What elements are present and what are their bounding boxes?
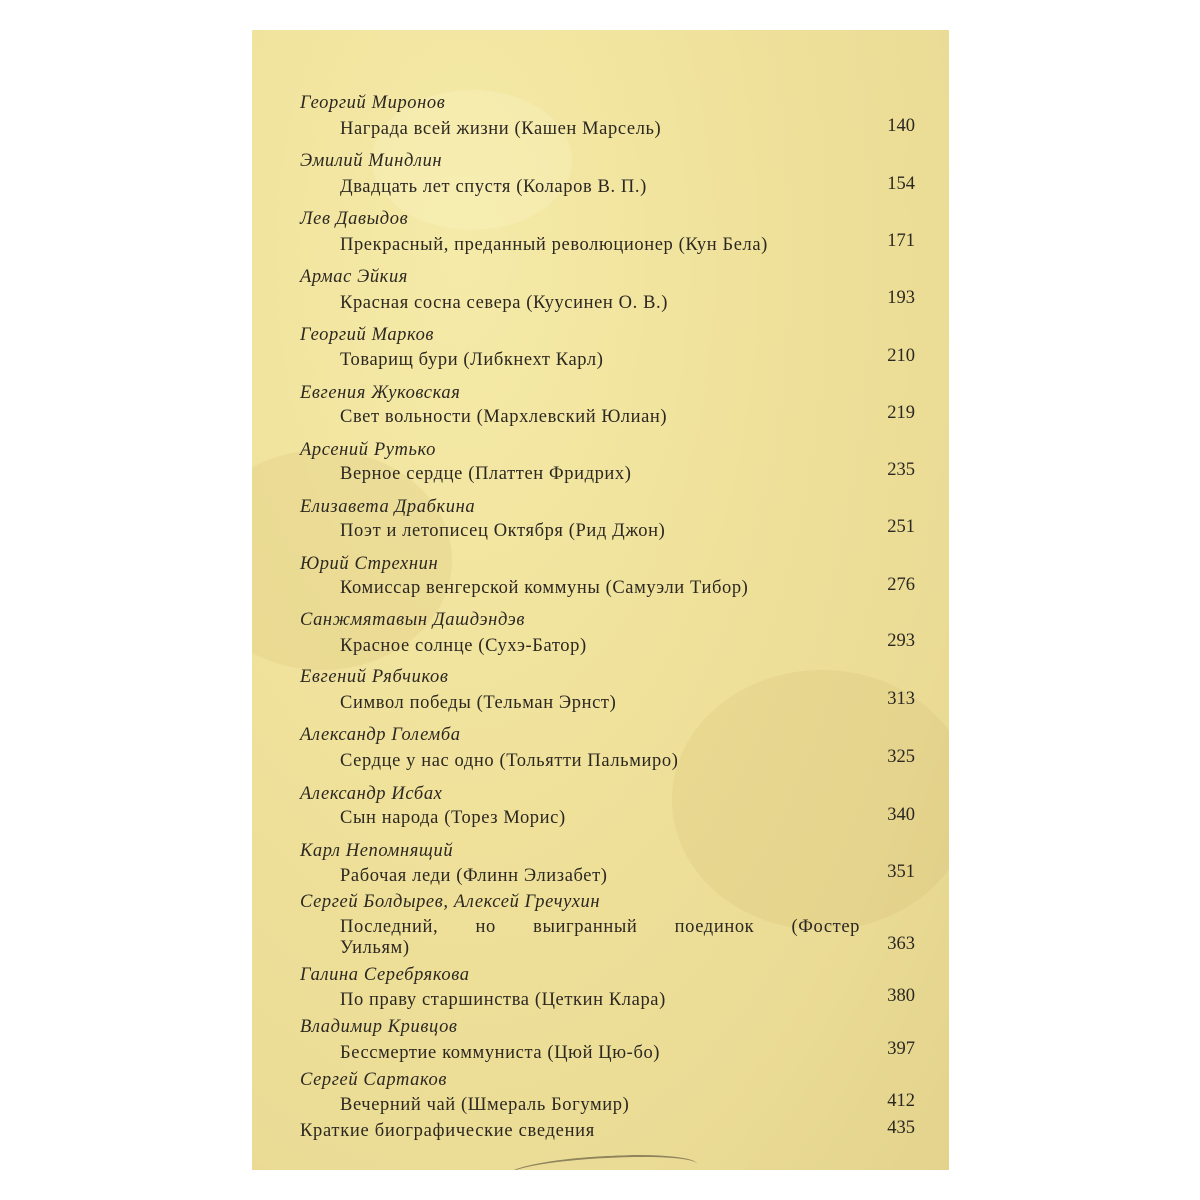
toc-page-number: 313 [887,689,915,709]
toc-title: Красная сосна севера (Куусинен О. В.) [340,293,668,313]
toc-author: Евгения Жуковская [300,383,461,403]
toc-page-number: 210 [887,346,915,366]
toc-title: Двадцать лет спустя (Коларов В. П.) [340,177,647,197]
toc-page-number: 435 [887,1118,915,1138]
toc-author: Армас Эйкия [300,267,408,287]
toc-page-number: 235 [887,460,915,480]
toc-author: Сергей Болдырев, Алексей Гречухин [300,892,601,912]
toc-title: Комиссар венгерской коммуны (Самуэли Тибор) [340,578,749,598]
toc-title: Свет вольности (Мархлевский Юлиан) [340,407,668,427]
toc-author: Георгий Миронов [300,93,446,113]
toc-title: Награда всей жизни (Кашен Марсель) [340,119,662,139]
toc-title: Рабочая леди (Флинн Элизабет) [340,866,608,886]
toc-title: Красное солнце (Сухэ-Батор) [340,636,587,656]
toc-page-number: 251 [887,517,915,537]
toc-author: Сергей Сартаков [300,1070,448,1090]
toc-author: Георгий Марков [300,325,435,345]
toc-title: Товарищ бури (Либкнехт Карл) [340,350,604,370]
toc-page-number: 397 [887,1039,915,1059]
book-page [252,30,949,1170]
toc-author: Галина Серебрякова [300,965,470,985]
toc-page-number: 219 [887,403,915,423]
toc-author: Александр Исбах [300,784,443,804]
toc-page-number: 140 [887,116,915,136]
toc-author: Александр Големба [300,725,461,745]
toc-page-number: 154 [887,174,915,194]
toc-title: Сын народа (Торез Морис) [340,808,566,828]
toc-page-number: 193 [887,288,915,308]
toc-page-number: 171 [887,231,915,251]
toc-author: Лев Давыдов [300,209,409,229]
toc-page-number: 351 [887,862,915,882]
toc-page-number: 325 [887,747,915,767]
toc-author: Владимир Кривцов [300,1017,458,1037]
toc-author: Санжмятавын Дашдэндэв [300,610,526,630]
toc-author: Юрий Стрехнин [300,554,439,574]
toc-title: Верное сердце (Платтен Фридрих) [340,464,632,484]
toc-final-title: Краткие биографические сведения [300,1121,595,1141]
toc-page-number: 363 [887,934,915,954]
toc-page-number: 276 [887,575,915,595]
toc-author: Арсений Рутько [300,440,436,460]
table-of-contents [252,30,949,1170]
toc-page-number: 412 [887,1091,915,1111]
toc-title: Символ победы (Тельман Эрнст) [340,693,617,713]
toc-author: Елизавета Драбкина [300,497,476,517]
toc-title: Бессмертие коммуниста (Цюй Цю-бо) [340,1043,661,1063]
toc-author: Эмилий Миндлин [300,151,443,171]
toc-title: Последний, но выигранный поединок (Фостер Уильям) [340,917,860,958]
toc-title: Вечерний чай (Шмераль Богумир) [340,1095,630,1115]
toc-title: Поэт и летописец Октября (Рид Джон) [340,521,666,541]
toc-page-number: 293 [887,631,915,651]
toc-page-number: 380 [887,986,915,1006]
toc-title: Прекрасный, преданный революционер (Кун Бела) [340,235,768,255]
toc-author: Карл Непомнящий [300,841,454,861]
toc-title: Сердце у нас одно (Тольятти Пальмиро) [340,751,679,771]
toc-page-number: 340 [887,805,915,825]
toc-title: По праву старшинства (Цеткин Клара) [340,990,666,1010]
toc-author: Евгений Рябчиков [300,667,449,687]
